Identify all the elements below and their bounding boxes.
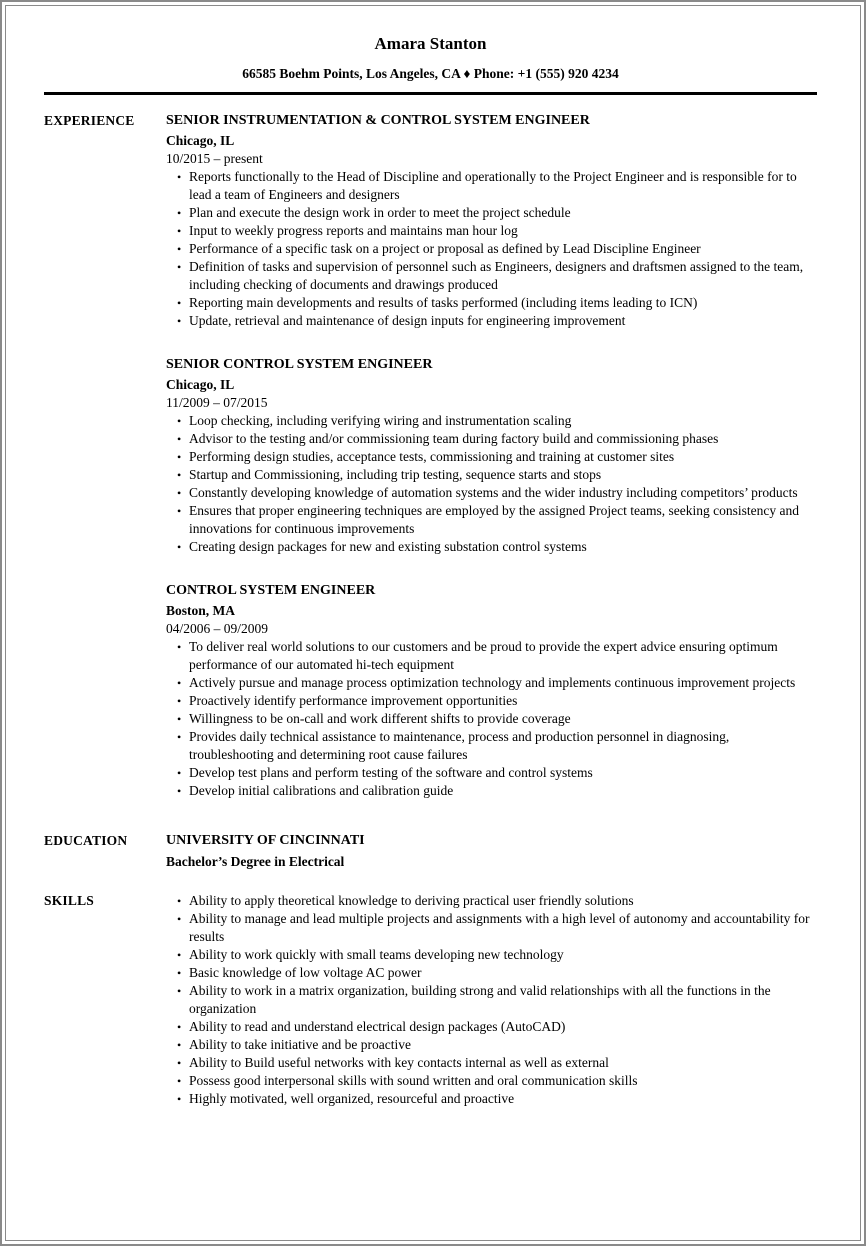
job-entry bbox=[166, 582, 817, 800]
bullet-item: • Input to weekly progress reports and maintains man hour log bbox=[166, 222, 817, 240]
bullet-item: • Ability to work in a matrix organization, building strong and valid relationships with all the functions in the organization bbox=[166, 982, 817, 1018]
bullet-item: • Possess good interpersonal skills with sound written and oral communication skills bbox=[166, 1072, 817, 1090]
bullet-item: • Ability to work quickly with small teams developing new technology bbox=[166, 946, 817, 964]
section-skills bbox=[44, 892, 817, 1108]
bullet-item: • Update, retrieval and maintenance of design inputs for engineering improvement bbox=[166, 312, 817, 330]
job-bullet-list bbox=[166, 168, 817, 330]
job-title: CONTROL SYSTEM ENGINEER bbox=[166, 583, 376, 598]
bullet-item: • Ability to manage and lead multiple projects and assignments with a high level of autonomy and accountability for results bbox=[166, 910, 817, 946]
header-divider bbox=[44, 92, 817, 95]
bullet-item: • Reports functionally to the Head of Discipline and operationally to the Project Engineer and is responsible for to lead a team of Engineers and designers bbox=[166, 168, 817, 204]
degree-name: Bachelor’s Degree in Electrical bbox=[166, 854, 345, 869]
job-bullet-list bbox=[166, 638, 817, 800]
bullet-item: • Plan and execute the design work in order to meet the project schedule bbox=[166, 204, 817, 222]
bullet-item: • Loop checking, including verifying wiring and instrumentation scaling bbox=[166, 412, 817, 430]
section-experience bbox=[44, 112, 817, 800]
job-title: SENIOR CONTROL SYSTEM ENGINEER bbox=[166, 357, 433, 372]
school-name: UNIVERSITY OF CINCINNATI bbox=[166, 833, 365, 848]
job-location: Chicago, IL bbox=[166, 133, 235, 148]
bullet-item: • Definition of tasks and supervision of personnel such as Engineers, designers and draftsmen assigned to the team, including checking of documents and drawings produced bbox=[166, 258, 817, 294]
experience-section-content bbox=[166, 112, 817, 800]
skills-bullet-list bbox=[166, 892, 817, 1108]
job-dates: 04/2006 – 09/2009 bbox=[166, 621, 269, 636]
resume-page-inner bbox=[5, 5, 861, 1241]
skills-section-label: SKILLS bbox=[44, 893, 94, 908]
experience-section-label: EXPERIENCE bbox=[44, 113, 135, 128]
bullet-item: • Performance of a specific task on a project or proposal as defined by Lead Discipline Engineer bbox=[166, 240, 817, 258]
bullet-item: • Advisor to the testing and/or commissioning team during factory build and commissioning phases bbox=[166, 430, 817, 448]
bullet-item: • Startup and Commissioning, including trip testing, sequence starts and stops bbox=[166, 466, 817, 484]
bullet-item: • Creating design packages for new and existing substation control systems bbox=[166, 538, 817, 556]
bullet-item: • Ability to take initiative and be proactive bbox=[166, 1036, 817, 1054]
bullet-item: • Reporting main developments and results of tasks performed (including items leading to ICN) bbox=[166, 294, 817, 312]
resume-header bbox=[44, 34, 817, 82]
job-title: SENIOR INSTRUMENTATION & CONTROL SYSTEM ENGINEER bbox=[166, 113, 590, 128]
bullet-item: • Proactively identify performance improvement opportunities bbox=[166, 692, 817, 710]
education-section-label: EDUCATION bbox=[44, 833, 128, 848]
job-location: Boston, MA bbox=[166, 603, 236, 618]
section-education bbox=[44, 832, 817, 871]
contact-line: 66585 Boehm Points, Los Angeles, CA ♦ Phone: +1 (555) 920 4234 bbox=[242, 66, 619, 81]
bullet-item: • Provides daily technical assistance to maintenance, process and production personnel in diagnosing, troubleshooting and determining root cause failures bbox=[166, 728, 817, 764]
bullet-item: • Performing design studies, acceptance tests, commissioning and training at customer sites bbox=[166, 448, 817, 466]
bullet-item: • To deliver real world solutions to our customers and be proud to provide the expert advice ensuring optimum performance of our automated hi-tech equipment bbox=[166, 638, 817, 674]
education-section-content bbox=[166, 832, 817, 871]
bullet-item: • Ability to Build useful networks with key contacts internal as well as external bbox=[166, 1054, 817, 1072]
bullet-item: • Develop initial calibrations and calibration guide bbox=[166, 782, 817, 800]
job-entry bbox=[166, 356, 817, 556]
resume-name: Amara Stanton bbox=[374, 34, 487, 53]
bullet-item: • Ability to apply theoretical knowledge to deriving practical user friendly solutions bbox=[166, 892, 817, 910]
bullet-item: • Constantly developing knowledge of automation systems and the wider industry including competitors’ products bbox=[166, 484, 817, 502]
job-entry bbox=[166, 112, 817, 330]
bullet-item: • Highly motivated, well organized, resourceful and proactive bbox=[166, 1090, 817, 1108]
bullet-item: • Willingness to be on-call and work different shifts to provide coverage bbox=[166, 710, 817, 728]
job-bullet-list bbox=[166, 412, 817, 556]
bullet-item: • Develop test plans and perform testing of the software and control systems bbox=[166, 764, 817, 782]
bullet-item: • Basic knowledge of low voltage AC power bbox=[166, 964, 817, 982]
bullet-item: • Ability to read and understand electrical design packages (AutoCAD) bbox=[166, 1018, 817, 1036]
job-dates: 10/2015 – present bbox=[166, 151, 263, 166]
job-location: Chicago, IL bbox=[166, 377, 235, 392]
bullet-item: • Actively pursue and manage process optimization technology and implements continuous improvement projects bbox=[166, 674, 817, 692]
job-dates: 11/2009 – 07/2015 bbox=[166, 395, 268, 410]
bullet-item: • Ensures that proper engineering techniques are employed by the assigned Project teams, seeking consistency and innovations for continuous improvements bbox=[166, 502, 817, 538]
skills-section-content bbox=[166, 892, 817, 1108]
